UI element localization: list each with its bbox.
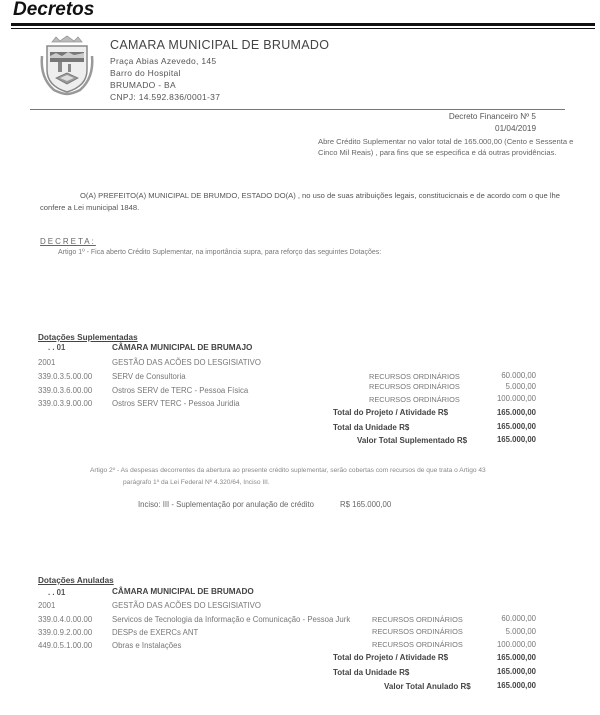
row-fund: RECURSOS ORDINÁRIOS xyxy=(369,382,460,391)
total-projeto-value: 165.000,00 xyxy=(496,408,536,417)
row-code: 339.0.3.5.00.00 xyxy=(38,372,93,381)
letterhead-rule xyxy=(30,109,565,110)
row-amount: 5.000,00 xyxy=(505,627,536,636)
valor-total-value: 165.000,00 xyxy=(496,435,536,444)
project-name: GESTÃO DAS ACÕES DO LESGISIATIVO xyxy=(112,601,261,610)
org-cnpj: CNPJ: 14.592.836/0001-37 xyxy=(110,92,221,102)
project-code: 2001 xyxy=(38,601,56,610)
row-desc: DESPs de EXERCs ANT xyxy=(112,628,199,637)
decree-summary: Abre Crédito Suplementar no valor total de 165.000,00 (Cento e Sessenta e Cinco Mil Reais) , para fins que se especifica e dá outras providências. xyxy=(318,137,574,157)
row-fund: RECURSOS ORDINÁRIOS xyxy=(372,615,463,624)
org-city: BRUMADO - BA xyxy=(110,80,176,90)
row-fund: RECURSOS ORDINÁRIOS xyxy=(372,640,463,649)
row-amount: 100.000,00 xyxy=(496,394,536,403)
row-code: 339.0.3.9.00.00 xyxy=(38,399,93,408)
artigo-2-line2: parágrafo 1º da Lei Federal Nº 4.320/64, Inciso III. xyxy=(123,479,270,486)
row-code: 339.0.4.0.00.00 xyxy=(38,615,93,624)
section-title-suplementadas: Dotações Suplementadas xyxy=(38,333,138,342)
decree-date: 01/04/2019 xyxy=(495,124,536,133)
decree-preamble: O(A) PREFEITO(A) MUNICIPAL DE BRUMDO, ESTADO DO(A) , no uso de suas atribuições legais, constitucicnais e de acordo com o que lhe confere a Lei municipal 1848. xyxy=(40,191,560,212)
org-name: CAMARA MUNICIPAL DE BRUMADO xyxy=(110,38,330,52)
total-unidade-label: Total da Unidade R$ xyxy=(333,423,410,432)
total-projeto-label: Total do Projeto / Atividade R$ xyxy=(333,653,449,662)
row-desc: Ostros SERV TERC - Pessoa Juridia xyxy=(112,399,240,408)
unit-code: . . 01 xyxy=(48,588,66,597)
row-fund: RECURSOS ORDINÁRIOS xyxy=(369,395,460,404)
row-code: 339.0.9.2.00.00 xyxy=(38,628,93,637)
total-unidade-value: 165.000,00 xyxy=(496,422,536,431)
valor-total-label: Valor Total Suplementado R$ xyxy=(357,436,468,445)
row-amount: 5.000,00 xyxy=(505,382,536,391)
decree-number: Decreto Financeiro Nº 5 xyxy=(448,112,536,121)
coat-of-arms-icon xyxy=(38,34,96,96)
heading-rule-thick xyxy=(11,23,595,26)
total-projeto-value: 165.000,00 xyxy=(496,653,536,662)
row-desc: Obras e Instalações xyxy=(112,641,182,650)
inciso-text: Inciso: III - Suplementação por anulação de crédito xyxy=(138,500,314,509)
project-code: 2001 xyxy=(38,358,56,367)
row-code: 449.0.5.1.00.00 xyxy=(38,641,93,650)
project-name: GESTÃO DAS ACÕES DO LESGISIATIVO xyxy=(112,358,261,367)
page-heading: Decretos xyxy=(13,0,95,20)
valor-total-label: Valor Total Anulado R$ xyxy=(384,682,471,691)
decreta-heading: DECRETA: xyxy=(40,237,96,246)
total-projeto-label: Total do Projeto / Atividade R$ xyxy=(333,408,449,417)
total-unidade-value: 165.000,00 xyxy=(496,667,536,676)
artigo-2-line1: Artigo 2º - As despesas decorrentes da abertura ao presente crédito suplementar, serão cobertas com recursos de que trata o Artigo 43 xyxy=(90,467,486,474)
row-desc: Servicos de Tecnologia da Informação e Comunicação - Pessoa Jurk xyxy=(112,615,351,624)
section-title-anuladas: Dotações Anuladas xyxy=(38,576,114,585)
row-desc: SERV de Consultoria xyxy=(112,372,186,381)
unit-name: CÂMARA MUNICIPAL DE BRUMADO xyxy=(112,587,254,596)
inciso-value: R$ 165.000,00 xyxy=(340,500,392,509)
unit-name: CÂMARA MUNICIPAL DE BRUMAJO xyxy=(112,343,253,352)
org-address-line2: Barro do Hospital xyxy=(110,68,181,78)
total-unidade-label: Total da Unidade R$ xyxy=(333,668,410,677)
row-code: 339.0.3.6.00.00 xyxy=(38,386,93,395)
row-fund: RECURSOS ORDINÁRIOS xyxy=(369,372,460,381)
row-amount: 100.000,00 xyxy=(496,640,536,649)
unit-code: . . 01 xyxy=(48,343,66,352)
row-amount: 60.000,00 xyxy=(501,614,536,623)
org-address-line1: Praça Abias Azevedo, 145 xyxy=(110,56,217,66)
row-amount: 60.000,00 xyxy=(501,371,536,380)
row-fund: RECURSOS ORDINÁRIOS xyxy=(372,627,463,636)
valor-total-value: 165.000,00 xyxy=(496,681,536,690)
artigo-1: Artigo 1º - Fica aberto Crédito Suplementar, na importância supra, para reforço das seguintes Dotações: xyxy=(58,249,382,256)
row-desc: Ostros SERV de TERC - Pessoa Física xyxy=(112,386,249,395)
heading-rule-thin xyxy=(11,28,595,29)
